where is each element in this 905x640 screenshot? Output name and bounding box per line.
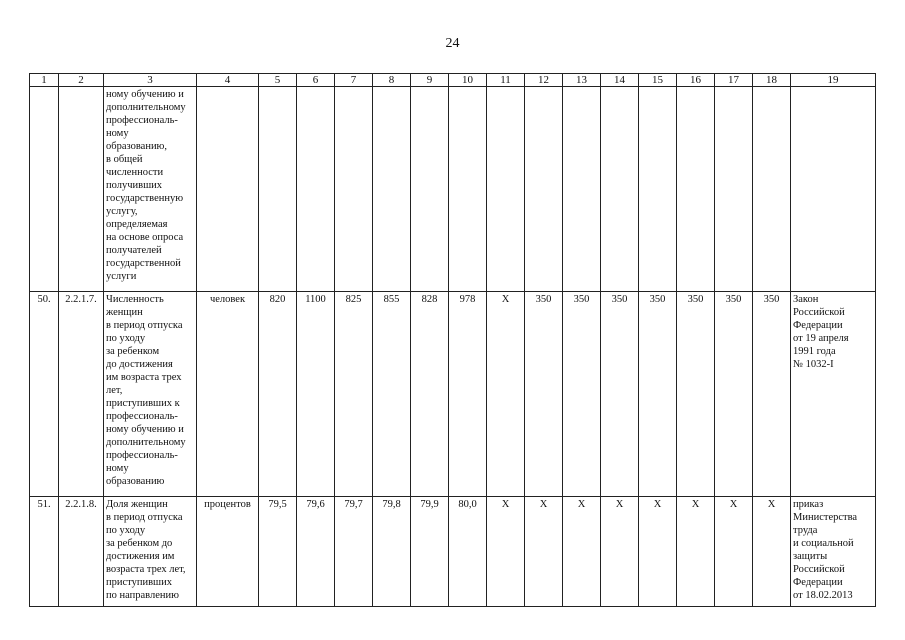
value-cell: 350: [677, 292, 715, 497]
indicator-name: ному обучению и дополнительному профессиональ- ному образованию, в общей численности получивших государственную услугу, определяемая на основе опроса получателей государственной услуги: [104, 87, 197, 292]
value-cell: 350: [753, 292, 791, 497]
value-cell: [753, 87, 791, 292]
value-cell: Х: [753, 497, 791, 607]
document-table: [29, 73, 876, 607]
indicator-name: Численность женщин в период отпуска по уходу за ребенком до достижения им возраста трех лет, приступивших к профессиональ- ному обучению и дополнительному профессиональ- ному образованию: [104, 292, 197, 497]
row-number: 51.: [30, 497, 59, 607]
header-cell: 9: [411, 74, 449, 87]
value-cell: 79,6: [297, 497, 335, 607]
row-number: [30, 87, 59, 292]
value-cell: [601, 87, 639, 292]
header-cell: 8: [373, 74, 411, 87]
header-cell: 17: [715, 74, 753, 87]
value-cell: 1100: [297, 292, 335, 497]
value-cell: 79,8: [373, 497, 411, 607]
value-cell: [297, 87, 335, 292]
value-cell: 825: [335, 292, 373, 497]
value-cell: 350: [525, 292, 563, 497]
value-cell: 79,9: [411, 497, 449, 607]
value-cell: 350: [715, 292, 753, 497]
row-code: 2.2.1.7.: [59, 292, 104, 497]
table-row: [30, 292, 876, 497]
value-cell: 820: [259, 292, 297, 497]
value-cell: Х: [601, 497, 639, 607]
value-cell: [487, 87, 525, 292]
value-cell: Х: [525, 497, 563, 607]
header-cell: 1: [30, 74, 59, 87]
value-cell: 828: [411, 292, 449, 497]
unit-cell: человек: [197, 292, 259, 497]
value-cell: 855: [373, 292, 411, 497]
row-code: [59, 87, 104, 292]
value-cell: 978: [449, 292, 487, 497]
value-cell: Х: [563, 497, 601, 607]
legal-basis: приказ Министерства труда и социальной защиты Российской Федерации от 18.02.2013: [791, 497, 876, 607]
header-cell: 7: [335, 74, 373, 87]
header-cell: 3: [104, 74, 197, 87]
header-cell: 13: [563, 74, 601, 87]
indicator-name: Доля женщин в период отпуска по уходу за ребенком до достижения им возраста трех лет, приступивших по направлению: [104, 497, 197, 607]
header-cell: 16: [677, 74, 715, 87]
value-cell: [259, 87, 297, 292]
legal-basis: [791, 87, 876, 292]
value-cell: 79,5: [259, 497, 297, 607]
value-cell: Х: [677, 497, 715, 607]
value-cell: [677, 87, 715, 292]
value-cell: [449, 87, 487, 292]
value-cell: [335, 87, 373, 292]
unit-cell: процентов: [197, 497, 259, 607]
header-cell: 11: [487, 74, 525, 87]
page-number: 24: [445, 36, 460, 51]
value-cell: 350: [601, 292, 639, 497]
value-cell: Х: [487, 292, 525, 497]
value-cell: 79,7: [335, 497, 373, 607]
header-cell: 19: [791, 74, 876, 87]
table-row: [30, 87, 876, 292]
value-cell: Х: [715, 497, 753, 607]
row-code: 2.2.1.8.: [59, 497, 104, 607]
row-number: 50.: [30, 292, 59, 497]
header-cell: 12: [525, 74, 563, 87]
value-cell: Х: [487, 497, 525, 607]
value-cell: [525, 87, 563, 292]
header-cell: 2: [59, 74, 104, 87]
value-cell: [411, 87, 449, 292]
header-row: [30, 74, 876, 87]
value-cell: Х: [639, 497, 677, 607]
legal-basis: Закон Российской Федерации от 19 апреля 1991 года № 1032-I: [791, 292, 876, 497]
header-cell: 10: [449, 74, 487, 87]
header-cell: 14: [601, 74, 639, 87]
unit-cell: [197, 87, 259, 292]
value-cell: [563, 87, 601, 292]
value-cell: 80,0: [449, 497, 487, 607]
value-cell: [639, 87, 677, 292]
header-cell: 6: [297, 74, 335, 87]
table-row: [30, 497, 876, 607]
header-cell: 4: [197, 74, 259, 87]
header-cell: 18: [753, 74, 791, 87]
header-cell: 15: [639, 74, 677, 87]
value-cell: [715, 87, 753, 292]
value-cell: [373, 87, 411, 292]
value-cell: 350: [563, 292, 601, 497]
value-cell: 350: [639, 292, 677, 497]
header-cell: 5: [259, 74, 297, 87]
